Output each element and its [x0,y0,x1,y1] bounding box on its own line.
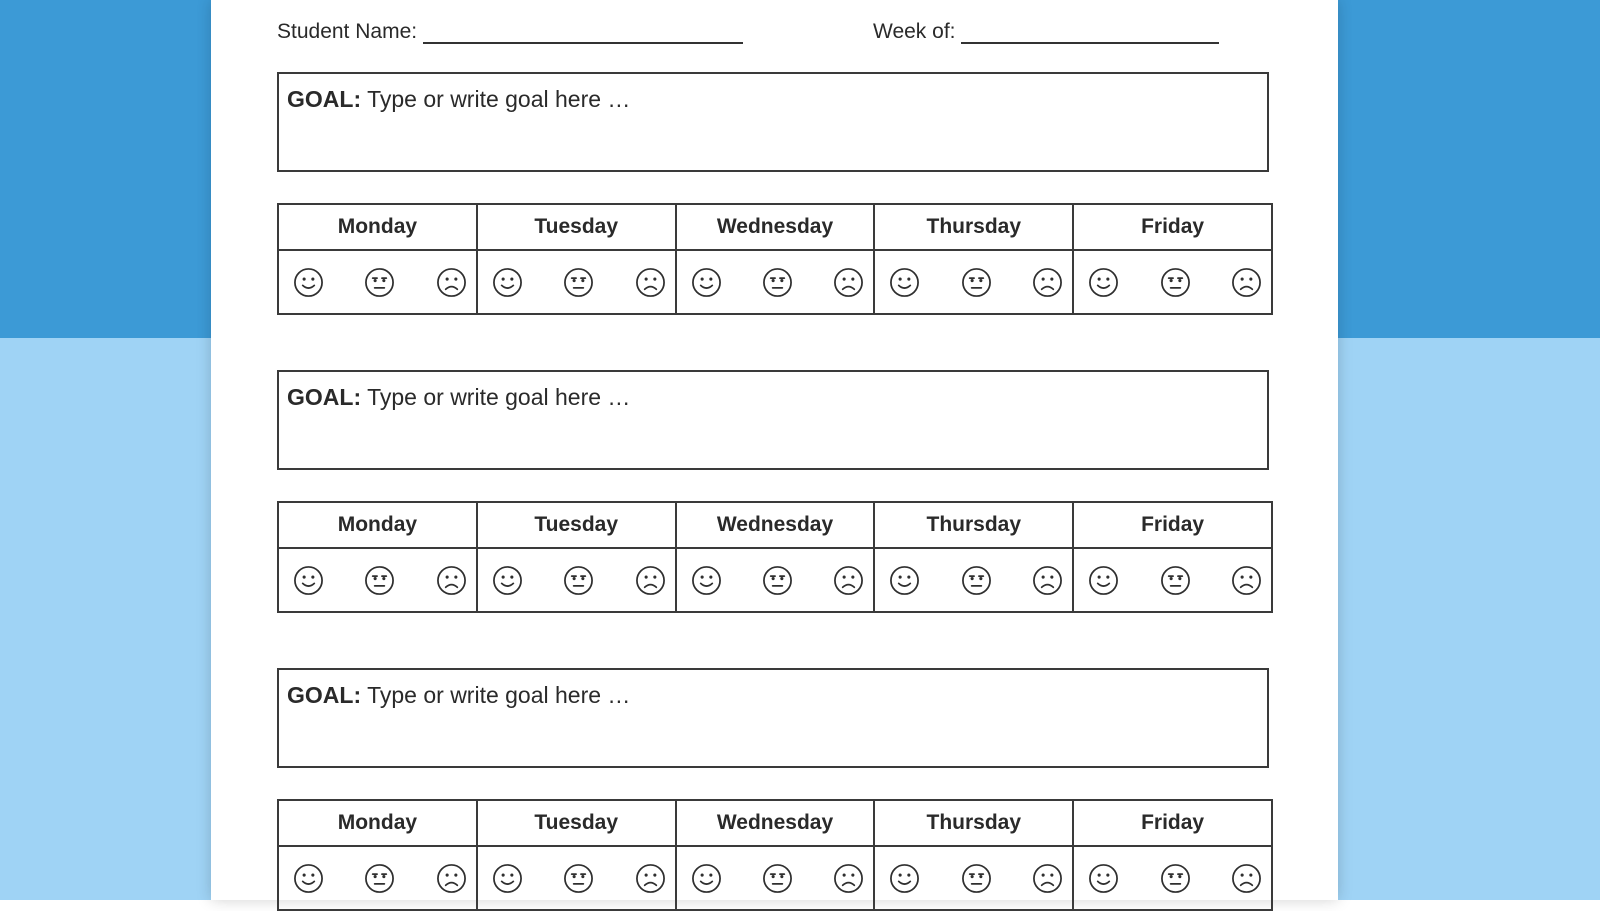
goal-placeholder: Type or write goal here … [367,384,631,410]
worksheet-page [211,0,1338,900]
rating-cell-wednesday [676,548,875,612]
sad-face-icon[interactable] [1032,863,1063,894]
sad-face-icon[interactable] [436,565,467,596]
neutral-face-icon[interactable] [1160,267,1191,298]
sad-face-icon[interactable] [436,267,467,298]
goal-box-2[interactable] [277,370,1269,470]
goal-box-3[interactable] [277,668,1269,768]
rating-faces [677,863,874,894]
rating-faces [1074,863,1271,894]
happy-face-icon[interactable] [293,565,324,596]
rating-faces [478,863,675,894]
happy-face-icon[interactable] [492,565,523,596]
sad-face-icon[interactable] [436,863,467,894]
sad-face-icon[interactable] [833,863,864,894]
happy-face-icon[interactable] [492,863,523,894]
rating-cell-tuesday [477,548,676,612]
rating-cell-monday [278,548,477,612]
sad-face-icon[interactable] [833,267,864,298]
rating-faces [279,267,476,298]
rating-faces [1074,267,1271,298]
rating-faces [1074,565,1271,596]
rating-cell-friday [1073,548,1272,612]
neutral-face-icon[interactable] [563,267,594,298]
happy-face-icon[interactable] [889,267,920,298]
goal-placeholder: Type or write goal here … [367,682,631,708]
sad-face-icon[interactable] [833,565,864,596]
rating-faces [478,267,675,298]
days-header-row [278,204,1272,250]
happy-face-icon[interactable] [691,565,722,596]
rating-cell-wednesday [676,846,875,910]
rating-row [278,548,1272,612]
sad-face-icon[interactable] [1231,565,1262,596]
happy-face-icon[interactable] [492,267,523,298]
student-name-field[interactable] [277,18,743,44]
day-header-friday: Friday [1073,800,1272,846]
happy-face-icon[interactable] [293,863,324,894]
happy-face-icon[interactable] [889,565,920,596]
happy-face-icon[interactable] [1088,565,1119,596]
sad-face-icon[interactable] [635,267,666,298]
neutral-face-icon[interactable] [762,863,793,894]
neutral-face-icon[interactable] [364,267,395,298]
neutral-face-icon[interactable] [961,565,992,596]
rating-faces [279,565,476,596]
rating-faces [279,863,476,894]
goal-box-1[interactable] [277,72,1269,172]
sad-face-icon[interactable] [1032,565,1063,596]
day-header-monday: Monday [278,800,477,846]
worksheet-header [277,18,1277,48]
day-header-thursday: Thursday [874,204,1073,250]
goal-placeholder: Type or write goal here … [367,86,631,112]
rating-cell-monday [278,250,477,314]
rating-cell-monday [278,846,477,910]
neutral-face-icon[interactable] [961,267,992,298]
happy-face-icon[interactable] [691,267,722,298]
day-header-wednesday: Wednesday [676,800,875,846]
neutral-face-icon[interactable] [563,863,594,894]
neutral-face-icon[interactable] [762,565,793,596]
days-header-row [278,800,1272,846]
sad-face-icon[interactable] [1231,267,1262,298]
rating-faces [875,863,1072,894]
rating-cell-tuesday [477,250,676,314]
neutral-face-icon[interactable] [1160,565,1191,596]
happy-face-icon[interactable] [889,863,920,894]
rating-faces [875,267,1072,298]
day-header-wednesday: Wednesday [676,502,875,548]
week-of-line[interactable] [961,18,1219,44]
days-table-1 [277,203,1273,315]
rating-faces [875,565,1072,596]
student-name-line[interactable] [423,18,743,44]
sad-face-icon[interactable] [1032,267,1063,298]
goal-text [287,384,630,411]
rating-faces [677,565,874,596]
day-header-thursday: Thursday [874,502,1073,548]
happy-face-icon[interactable] [1088,863,1119,894]
rating-faces [677,267,874,298]
rating-row [278,846,1272,910]
happy-face-icon[interactable] [293,267,324,298]
neutral-face-icon[interactable] [762,267,793,298]
goal-text [287,86,630,113]
day-header-tuesday: Tuesday [477,502,676,548]
neutral-face-icon[interactable] [961,863,992,894]
student-name-label: Student Name: [277,20,418,43]
day-header-thursday: Thursday [874,800,1073,846]
sad-face-icon[interactable] [635,863,666,894]
rating-cell-wednesday [676,250,875,314]
days-table-3 [277,799,1273,911]
rating-faces [478,565,675,596]
days-header-row [278,502,1272,548]
day-header-monday: Monday [278,502,477,548]
days-table-2 [277,501,1273,613]
day-header-friday: Friday [1073,502,1272,548]
week-of-label: Week of: [873,20,956,43]
happy-face-icon[interactable] [1088,267,1119,298]
rating-cell-friday [1073,846,1272,910]
goal-text [287,682,630,709]
rating-cell-thursday [874,846,1073,910]
week-of-field[interactable] [873,18,1219,44]
sad-face-icon[interactable] [635,565,666,596]
rating-cell-tuesday [477,846,676,910]
happy-face-icon[interactable] [691,863,722,894]
day-header-tuesday: Tuesday [477,800,676,846]
goal-label: GOAL: [287,86,362,112]
rating-cell-thursday [874,250,1073,314]
goal-label: GOAL: [287,384,362,410]
rating-row [278,250,1272,314]
neutral-face-icon[interactable] [563,565,594,596]
neutral-face-icon[interactable] [1160,863,1191,894]
day-header-tuesday: Tuesday [477,204,676,250]
day-header-friday: Friday [1073,204,1272,250]
day-header-monday: Monday [278,204,477,250]
sad-face-icon[interactable] [1231,863,1262,894]
rating-cell-thursday [874,548,1073,612]
rating-cell-friday [1073,250,1272,314]
neutral-face-icon[interactable] [364,863,395,894]
goal-label: GOAL: [287,682,362,708]
neutral-face-icon[interactable] [364,565,395,596]
day-header-wednesday: Wednesday [676,204,875,250]
